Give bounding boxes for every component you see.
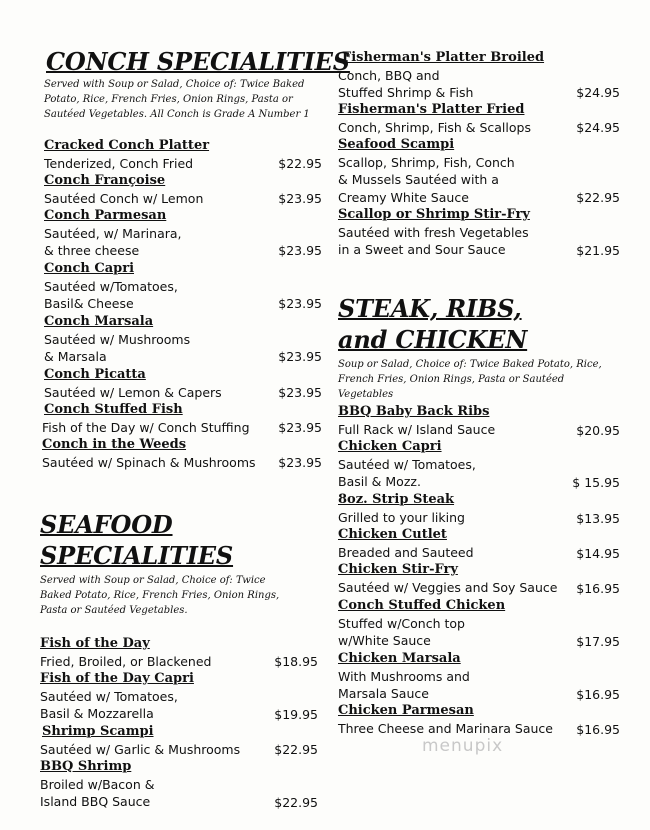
menu-item-description: in a Sweet and Sour Sauce xyxy=(338,242,506,257)
menu-item-price: $14.95 xyxy=(576,546,620,561)
conch-section-description: Served with Soup or Salad, Choice of: Twice Baked Potato, Rice, French Fries, Onion Rings, Pasta or Sautéed Vegetables. All Conch is Grade A Number 1 xyxy=(44,79,310,120)
menu-item-price: $22.95 xyxy=(274,742,318,757)
menu-item-description: Fish of the Day w/ Conch Stuffing xyxy=(42,420,250,435)
menu-item-price: $22.95 xyxy=(576,190,620,205)
menupix-watermark: menupix xyxy=(422,736,504,756)
menu-item-description: Sautéed w/ Tomatoes, xyxy=(338,457,476,472)
menu-item-price: $22.95 xyxy=(274,795,318,810)
seafood-section-description: Served with Soup or Salad, Choice of: Twice Baked Potato, Rice, French Fries, Onion Rings, Pasta or Sautéed Vegetables. xyxy=(40,575,280,616)
menu-item-name: Cracked Conch Platter xyxy=(44,138,210,153)
steak-section-title-line2: and CHICKEN xyxy=(338,325,528,354)
steak-section-title-line1: STEAK, RIBS, xyxy=(338,294,522,323)
menu-item-description: & three cheese xyxy=(44,243,140,258)
menu-item-name: Conch Parmesan xyxy=(44,208,167,223)
menu-item-name: Fisherman's Platter Broiled xyxy=(342,50,545,65)
menu-item-description: Sautéed w/ Tomatoes, xyxy=(40,689,178,704)
menu-item-price: $23.95 xyxy=(278,243,322,258)
menu-item-description: Three Cheese and Marinara Sauce xyxy=(338,721,553,736)
menu-item-name: BBQ Shrimp xyxy=(40,759,132,774)
menu-item-name: Fisherman's Platter Fried xyxy=(338,102,525,117)
menu-item-description: Broiled w/Bacon & xyxy=(40,777,155,792)
menu-item-name: Scallop or Shrimp Stir-Fry xyxy=(338,207,530,222)
menu-item-description: Grilled to your liking xyxy=(338,510,465,525)
menu-item-description: Sautéed w/ Lemon & Capers xyxy=(44,385,222,400)
menu-item-price: $23.95 xyxy=(278,385,322,400)
menu-item-description: Fried, Broiled, or Blackened xyxy=(40,654,212,669)
menu-item-description: Basil& Cheese xyxy=(44,296,134,311)
menu-item-description: With Mushrooms and xyxy=(338,669,470,684)
menu-item-description: Sautéed, w/ Marinara, xyxy=(44,226,182,241)
menu-item-price: $23.95 xyxy=(278,455,322,470)
menu-item-name: Chicken Cutlet xyxy=(338,527,447,542)
menu-item-description: Stuffed w/Conch top xyxy=(338,616,465,631)
menu-item-description: Breaded and Sauteed xyxy=(338,545,474,560)
menu-item-price: $16.95 xyxy=(576,687,620,702)
menu-item-price: $16.95 xyxy=(576,581,620,596)
seafood-section-title-line2: SPECIALITIES xyxy=(40,541,234,570)
menu-item-name: Chicken Marsala xyxy=(338,651,461,666)
menu-item-description: Sautéed w/ Veggies and Soy Sauce xyxy=(338,580,558,595)
seafood-section-title-line1: SEAFOOD xyxy=(40,510,173,539)
menu-item-description: w/White Sauce xyxy=(338,633,431,648)
menu-item-name: Conch Stuffed Fish xyxy=(44,402,183,417)
menu-item-description: Marsala Sauce xyxy=(338,686,429,701)
menu-item-price: $17.95 xyxy=(576,634,620,649)
menu-item-price: $18.95 xyxy=(274,654,318,669)
menu-item-price: $23.95 xyxy=(278,420,322,435)
menu-item-description: Sautéed Conch w/ Lemon xyxy=(44,191,204,206)
menu-item-description: Full Rack w/ Island Sauce xyxy=(338,422,496,437)
menu-item-description: Sautéed w/ Garlic & Mushrooms xyxy=(40,742,241,757)
menu-item-name: Conch Stuffed Chicken xyxy=(338,598,506,613)
menu-item-name: Shrimp Scampi xyxy=(42,724,154,739)
menu-item-description: Basil & Mozz. xyxy=(338,474,421,489)
menu-item-name: 8oz. Strip Steak xyxy=(338,492,455,507)
menu-item-name: Seafood Scampi xyxy=(338,137,455,152)
menu-item-description: Creamy White Sauce xyxy=(338,190,469,205)
menu-item-description: Sautéed with fresh Vegetables xyxy=(338,225,529,240)
steak-section-description: Soup or Salad, Choice of: Twice Baked Potato, Rice, French Fries, Onion Rings, Pasta or Sautéed Vegetables xyxy=(338,359,602,400)
menu-item-name: Fish of the Day Capri xyxy=(40,671,194,686)
menu-item-price: $13.95 xyxy=(576,511,620,526)
menu-item-price: $23.95 xyxy=(278,191,322,206)
menu-item-price: $23.95 xyxy=(278,349,322,364)
menu-item-name: Conch Marsala xyxy=(44,314,154,329)
menu-item-description: Sautéed w/ Mushrooms xyxy=(44,332,191,347)
menu-item-name: Conch Capri xyxy=(44,261,135,276)
menu-item-price: $22.95 xyxy=(278,156,322,171)
menu-item-price: $16.95 xyxy=(576,722,620,737)
menu-item-description: Basil & Mozzarella xyxy=(40,706,154,721)
menu-item-description: Scallop, Shrimp, Fish, Conch xyxy=(338,155,515,170)
menu-item-name: Chicken Capri xyxy=(338,439,442,454)
menu-item-description: Stuffed Shrimp & Fish xyxy=(338,85,474,100)
menu-item-name: Chicken Parmesan xyxy=(338,703,474,718)
menu-item-price: $24.95 xyxy=(576,85,620,100)
menu-item-description: & Marsala xyxy=(44,349,107,364)
menu-item-description: Island BBQ Sauce xyxy=(40,794,151,809)
menu-item-name: Conch Picatta xyxy=(44,367,146,382)
menu-item-name: Conch in the Weeds xyxy=(42,437,187,452)
menu-item-name: Chicken Stir-Fry xyxy=(338,562,458,577)
menu-item-description: Sautéed w/ Spinach & Mushrooms xyxy=(42,455,256,470)
menu-item-price: $19.95 xyxy=(274,707,318,722)
menu-item-price: $20.95 xyxy=(576,423,620,438)
menu-item-name: BBQ Baby Back Ribs xyxy=(338,404,490,419)
menu-item-description: Sautéed w/Tomatoes, xyxy=(44,279,178,294)
menu-item-description: Tenderized, Conch Fried xyxy=(44,156,194,171)
menu-item-price: $21.95 xyxy=(576,243,620,258)
menu-item-description: & Mussels Sautéed with a xyxy=(338,172,499,187)
menu-item-price: $23.95 xyxy=(278,296,322,311)
menu-item-name: Fish of the Day xyxy=(40,636,150,651)
menu-item-description: Conch, BBQ and xyxy=(338,68,440,83)
menu-item-name: Conch Françoise xyxy=(44,173,166,188)
menu-item-price: $ 15.95 xyxy=(572,475,620,490)
menu-item-price: $24.95 xyxy=(576,120,620,135)
conch-section-title: CONCH SPECIALITIES xyxy=(46,47,350,76)
menu-item-description: Conch, Shrimp, Fish & Scallops xyxy=(338,120,531,135)
